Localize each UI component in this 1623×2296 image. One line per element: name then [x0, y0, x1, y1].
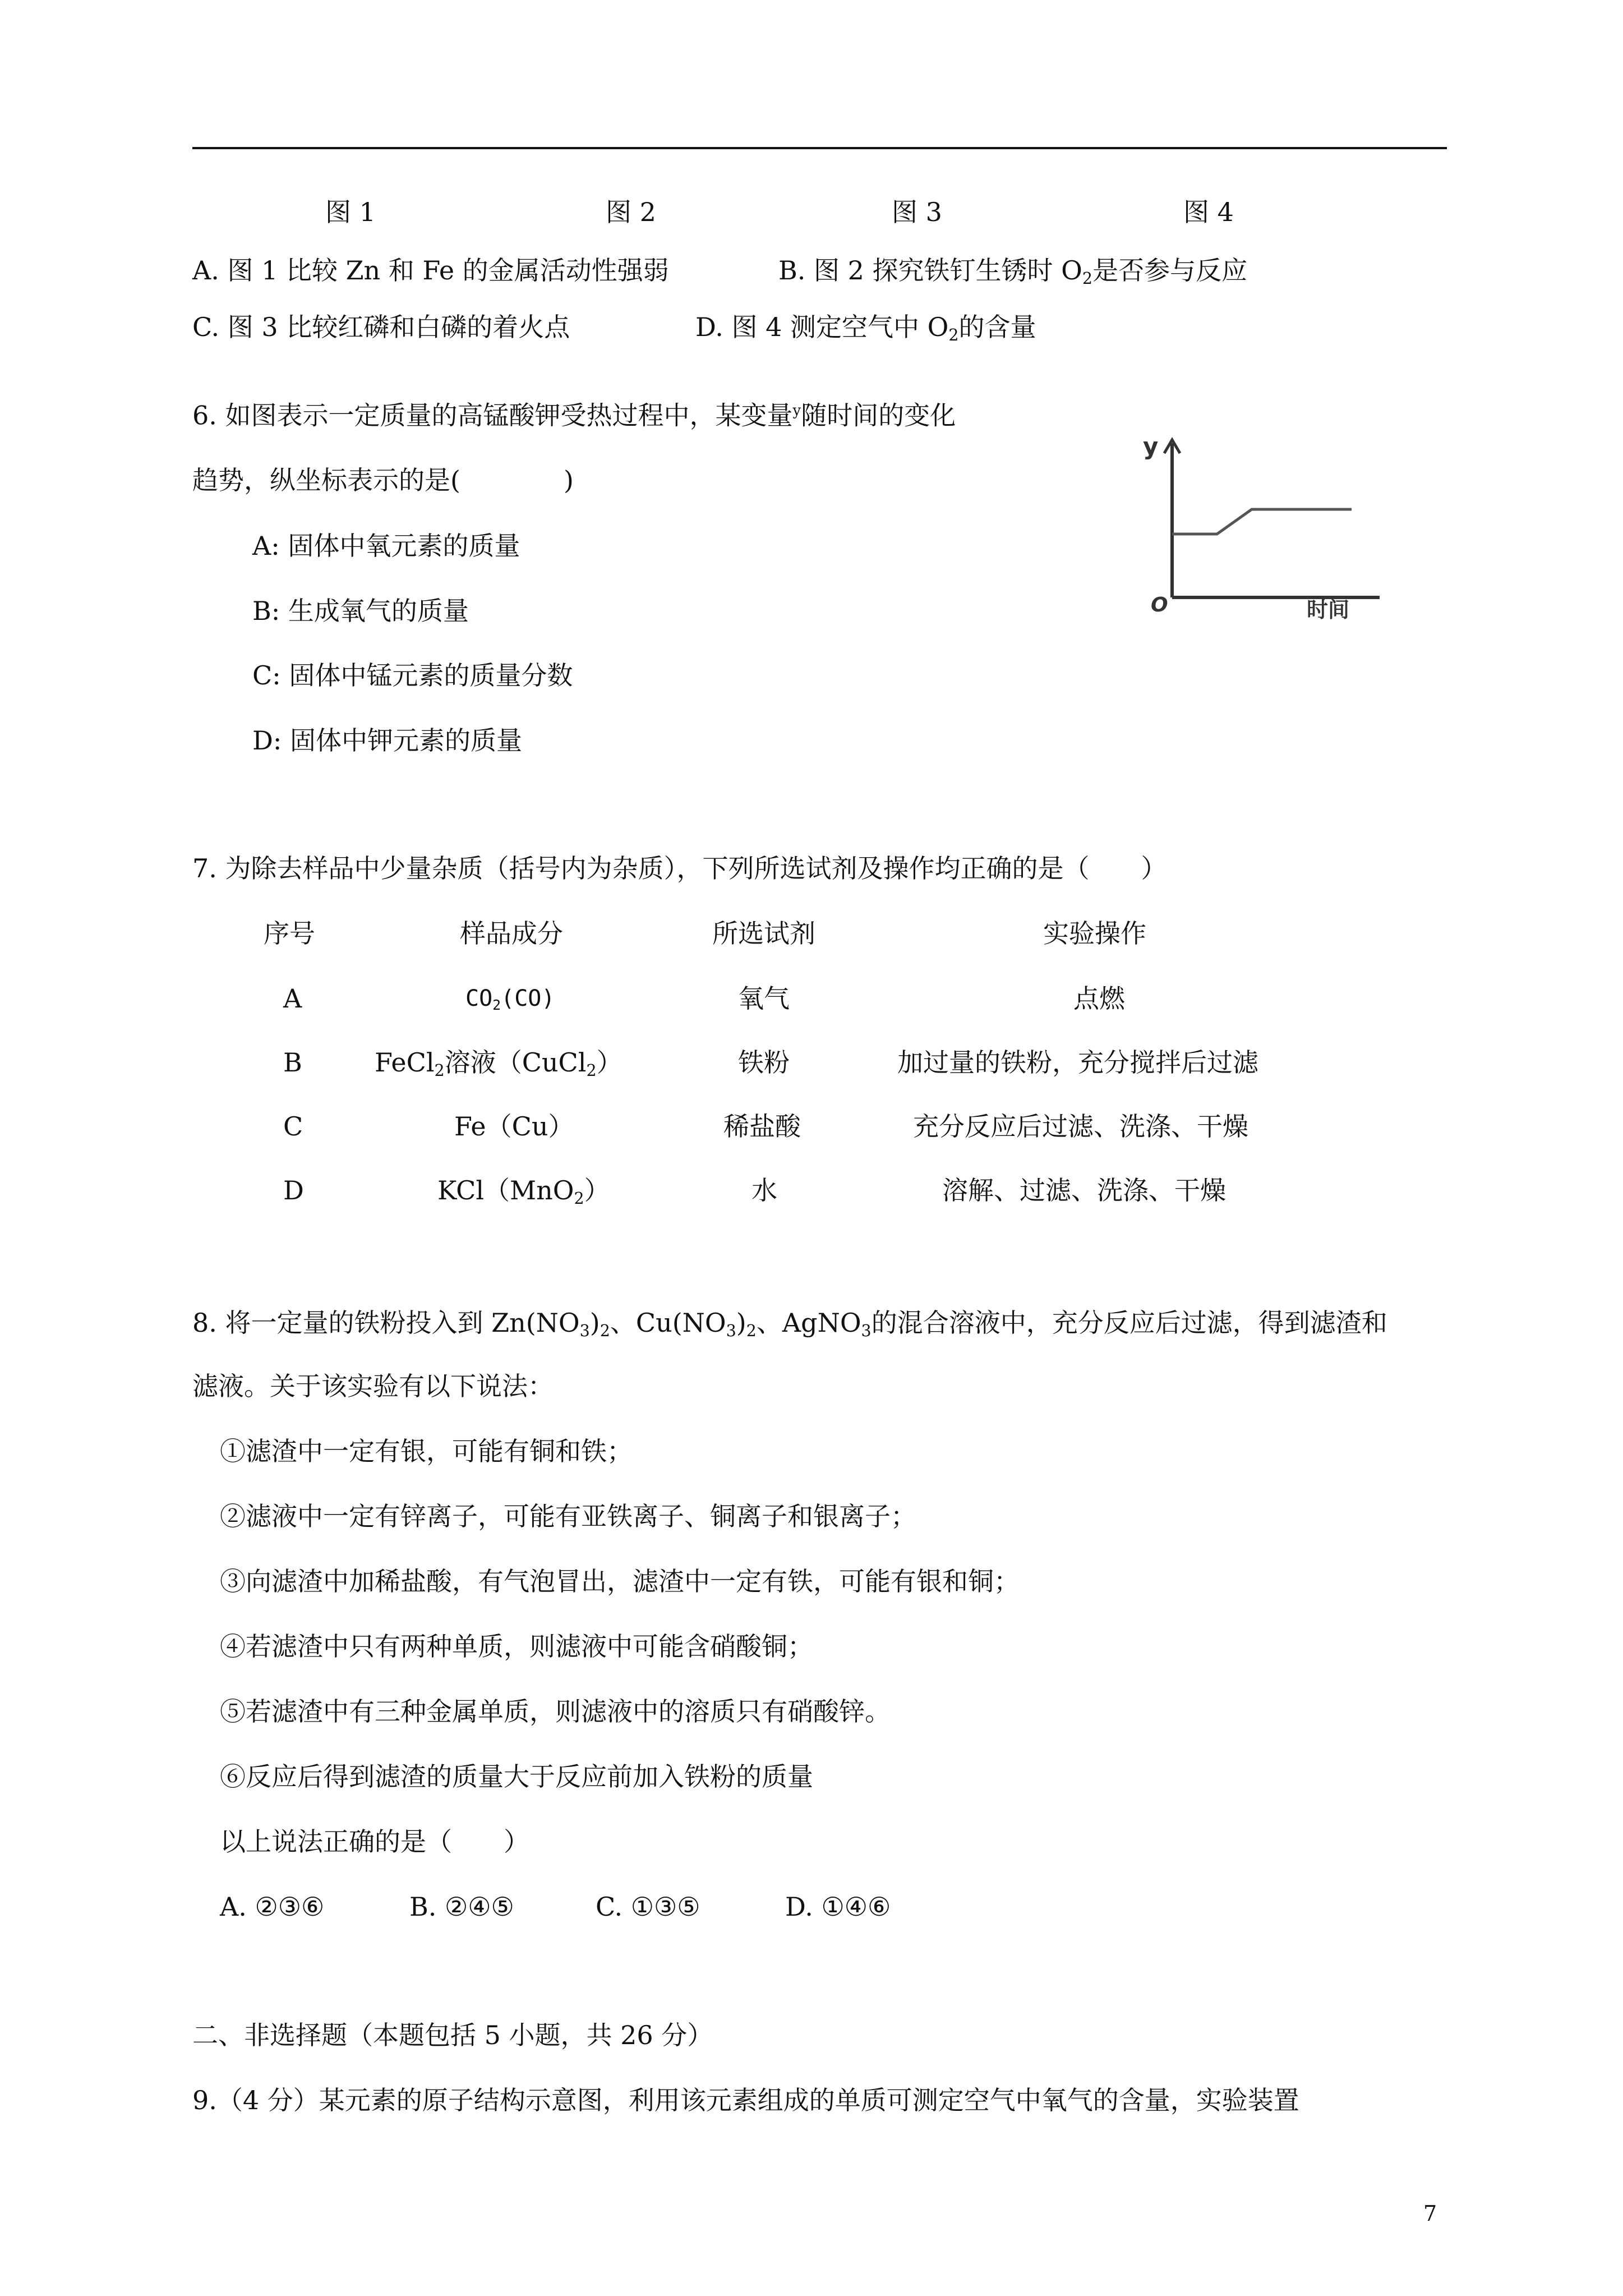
q7-table-row-b: [0, 1046, 1623, 1079]
q8-statement-3: ③向滤渣中加稀盐酸，有气泡冒出，滤渣中一定有铁，可能有银和铜；: [220, 1566, 1020, 1596]
cell-reagent: 铁粉: [738, 1047, 790, 1078]
q8-choice-b: B. ②④⑤: [409, 1892, 514, 1922]
y-axis-label: y: [1143, 432, 1159, 460]
q8-statement-6: ⑥反应后得到滤渣的质量大于反应前加入铁粉的质量: [220, 1761, 813, 1792]
q8-stem-line2: 滤液。关于该实验有以下说法：: [192, 1371, 554, 1401]
cell-id: A: [283, 983, 302, 1014]
q7-table-row-c: [0, 1110, 1623, 1143]
q6-graph: [1127, 426, 1419, 628]
cell-operation: 充分反应后过滤、洗涤、干燥: [913, 1111, 1248, 1142]
cell-id: B: [283, 1047, 302, 1078]
q6-option-b: B: 生成氧气的质量: [252, 596, 469, 626]
cell-operation: 点燃: [1073, 983, 1125, 1014]
header-operation: 实验操作: [1043, 918, 1146, 949]
q8-stem-line1: 8. 将一定量的铁粉投入到 $Zn(NO_3)_2$、$Cu(NO_3)_2$、AgNO$_3$的混合溶液中，充分反应后过滤，得到滤渣和: [192, 1308, 1387, 1340]
cell-id: C: [283, 1111, 303, 1142]
cell-operation: 加过量的铁粉，充分搅拌后过滤: [897, 1047, 1258, 1078]
cell-sample: Fe（Cu）: [454, 1111, 574, 1142]
q7-stem: 7. 为除去样品中少量杂质（括号内为杂质），下列所选试剂及操作均正确的是（ ）: [192, 853, 1167, 884]
q8-choice-d: D. ①④⑥: [785, 1892, 891, 1922]
q8-statement-2: ②滤液中一定有锌离子，可能有亚铁离子、铜离子和银离子；: [220, 1501, 916, 1531]
section-heading: 二、非选择题（本题包括 5 小题，共 26 分）: [192, 2020, 713, 2050]
header-seq: 序号: [264, 918, 315, 949]
fig-label-1: 图 1: [325, 197, 376, 227]
q8-statement-1: ①滤渣中一定有银，可能有铜和铁；: [220, 1436, 633, 1466]
cell-id: D: [283, 1175, 304, 1205]
q6-stem-line1: 6. 如图表示一定质量的高锰酸钾受热过程中，某变量$^y$随时间的变化: [192, 400, 956, 431]
q8-statement-5: ⑤若滤渣中有三种金属单质，则滤液中的溶质只有硝酸锌。: [220, 1696, 891, 1727]
q6-stem-line2: 趋势，纵坐标表示的是( ): [192, 465, 574, 495]
origin-label: O: [1151, 593, 1168, 616]
fig-label-4: 图 4: [1183, 197, 1234, 227]
cell-reagent: 稀盐酸: [723, 1111, 801, 1142]
q9-stem: 9.（4 分）某元素的原子结构示意图，利用该元素组成的单质可测定空气中氧气的含量，实验装置: [192, 2085, 1299, 2115]
q7-table-row-a: [0, 982, 1623, 1015]
cell-operation: 溶解、过滤、洗涤、干燥: [942, 1175, 1226, 1205]
q8-choice-a: A. ②③⑥: [220, 1892, 325, 1922]
data-line: [1172, 509, 1352, 534]
fig-label-3: 图 3: [892, 197, 942, 227]
cell-reagent: 氧气: [738, 983, 790, 1014]
q6-option-d: D: 固体中钾元素的质量: [252, 725, 523, 756]
cell-reagent: 水: [751, 1175, 777, 1205]
q8-statement-4: ④若滤渣中只有两种单质，则滤液中可能含硝酸铜；: [220, 1631, 813, 1662]
q5-option-c: C. 图 3 比较红磷和白磷的着火点: [192, 312, 570, 342]
q5-option-b: B. 图 2 探究铁钉生锈时 $O_2$是否参与反应: [778, 255, 1248, 288]
q8-question: 以上说法正确的是（ ）: [220, 1826, 529, 1857]
q5-option-d: D. 图 4 测定空气中 $O_2$的含量: [695, 312, 1036, 344]
cell-sample: $CO_2(CO)$: [465, 986, 555, 1013]
cell-sample: KCl（MnO$_2$）: [437, 1175, 610, 1208]
header-rule: [192, 147, 1447, 149]
fig-label-2: 图 2: [606, 197, 656, 227]
header-sample: 样品成分: [460, 918, 563, 949]
cell-sample: FeCl$_2$溶液（CuCl$_2$）: [375, 1047, 623, 1080]
page-number: 7: [1423, 2201, 1437, 2226]
q7-table-header: [0, 917, 1623, 950]
q8-choice-c: C. ①③⑤: [596, 1892, 700, 1922]
q7-table-row-d: [0, 1174, 1623, 1207]
q5-option-a: A. 图 1 比较 Zn 和 Fe 的金属活动性强弱: [192, 255, 669, 286]
q6-option-c: C: 固体中锰元素的质量分数: [252, 660, 573, 691]
x-axis-label: 时间: [1307, 597, 1350, 622]
header-reagent: 所选试剂: [712, 918, 815, 949]
q6-option-a: A: 固体中氧元素的质量: [252, 531, 520, 561]
